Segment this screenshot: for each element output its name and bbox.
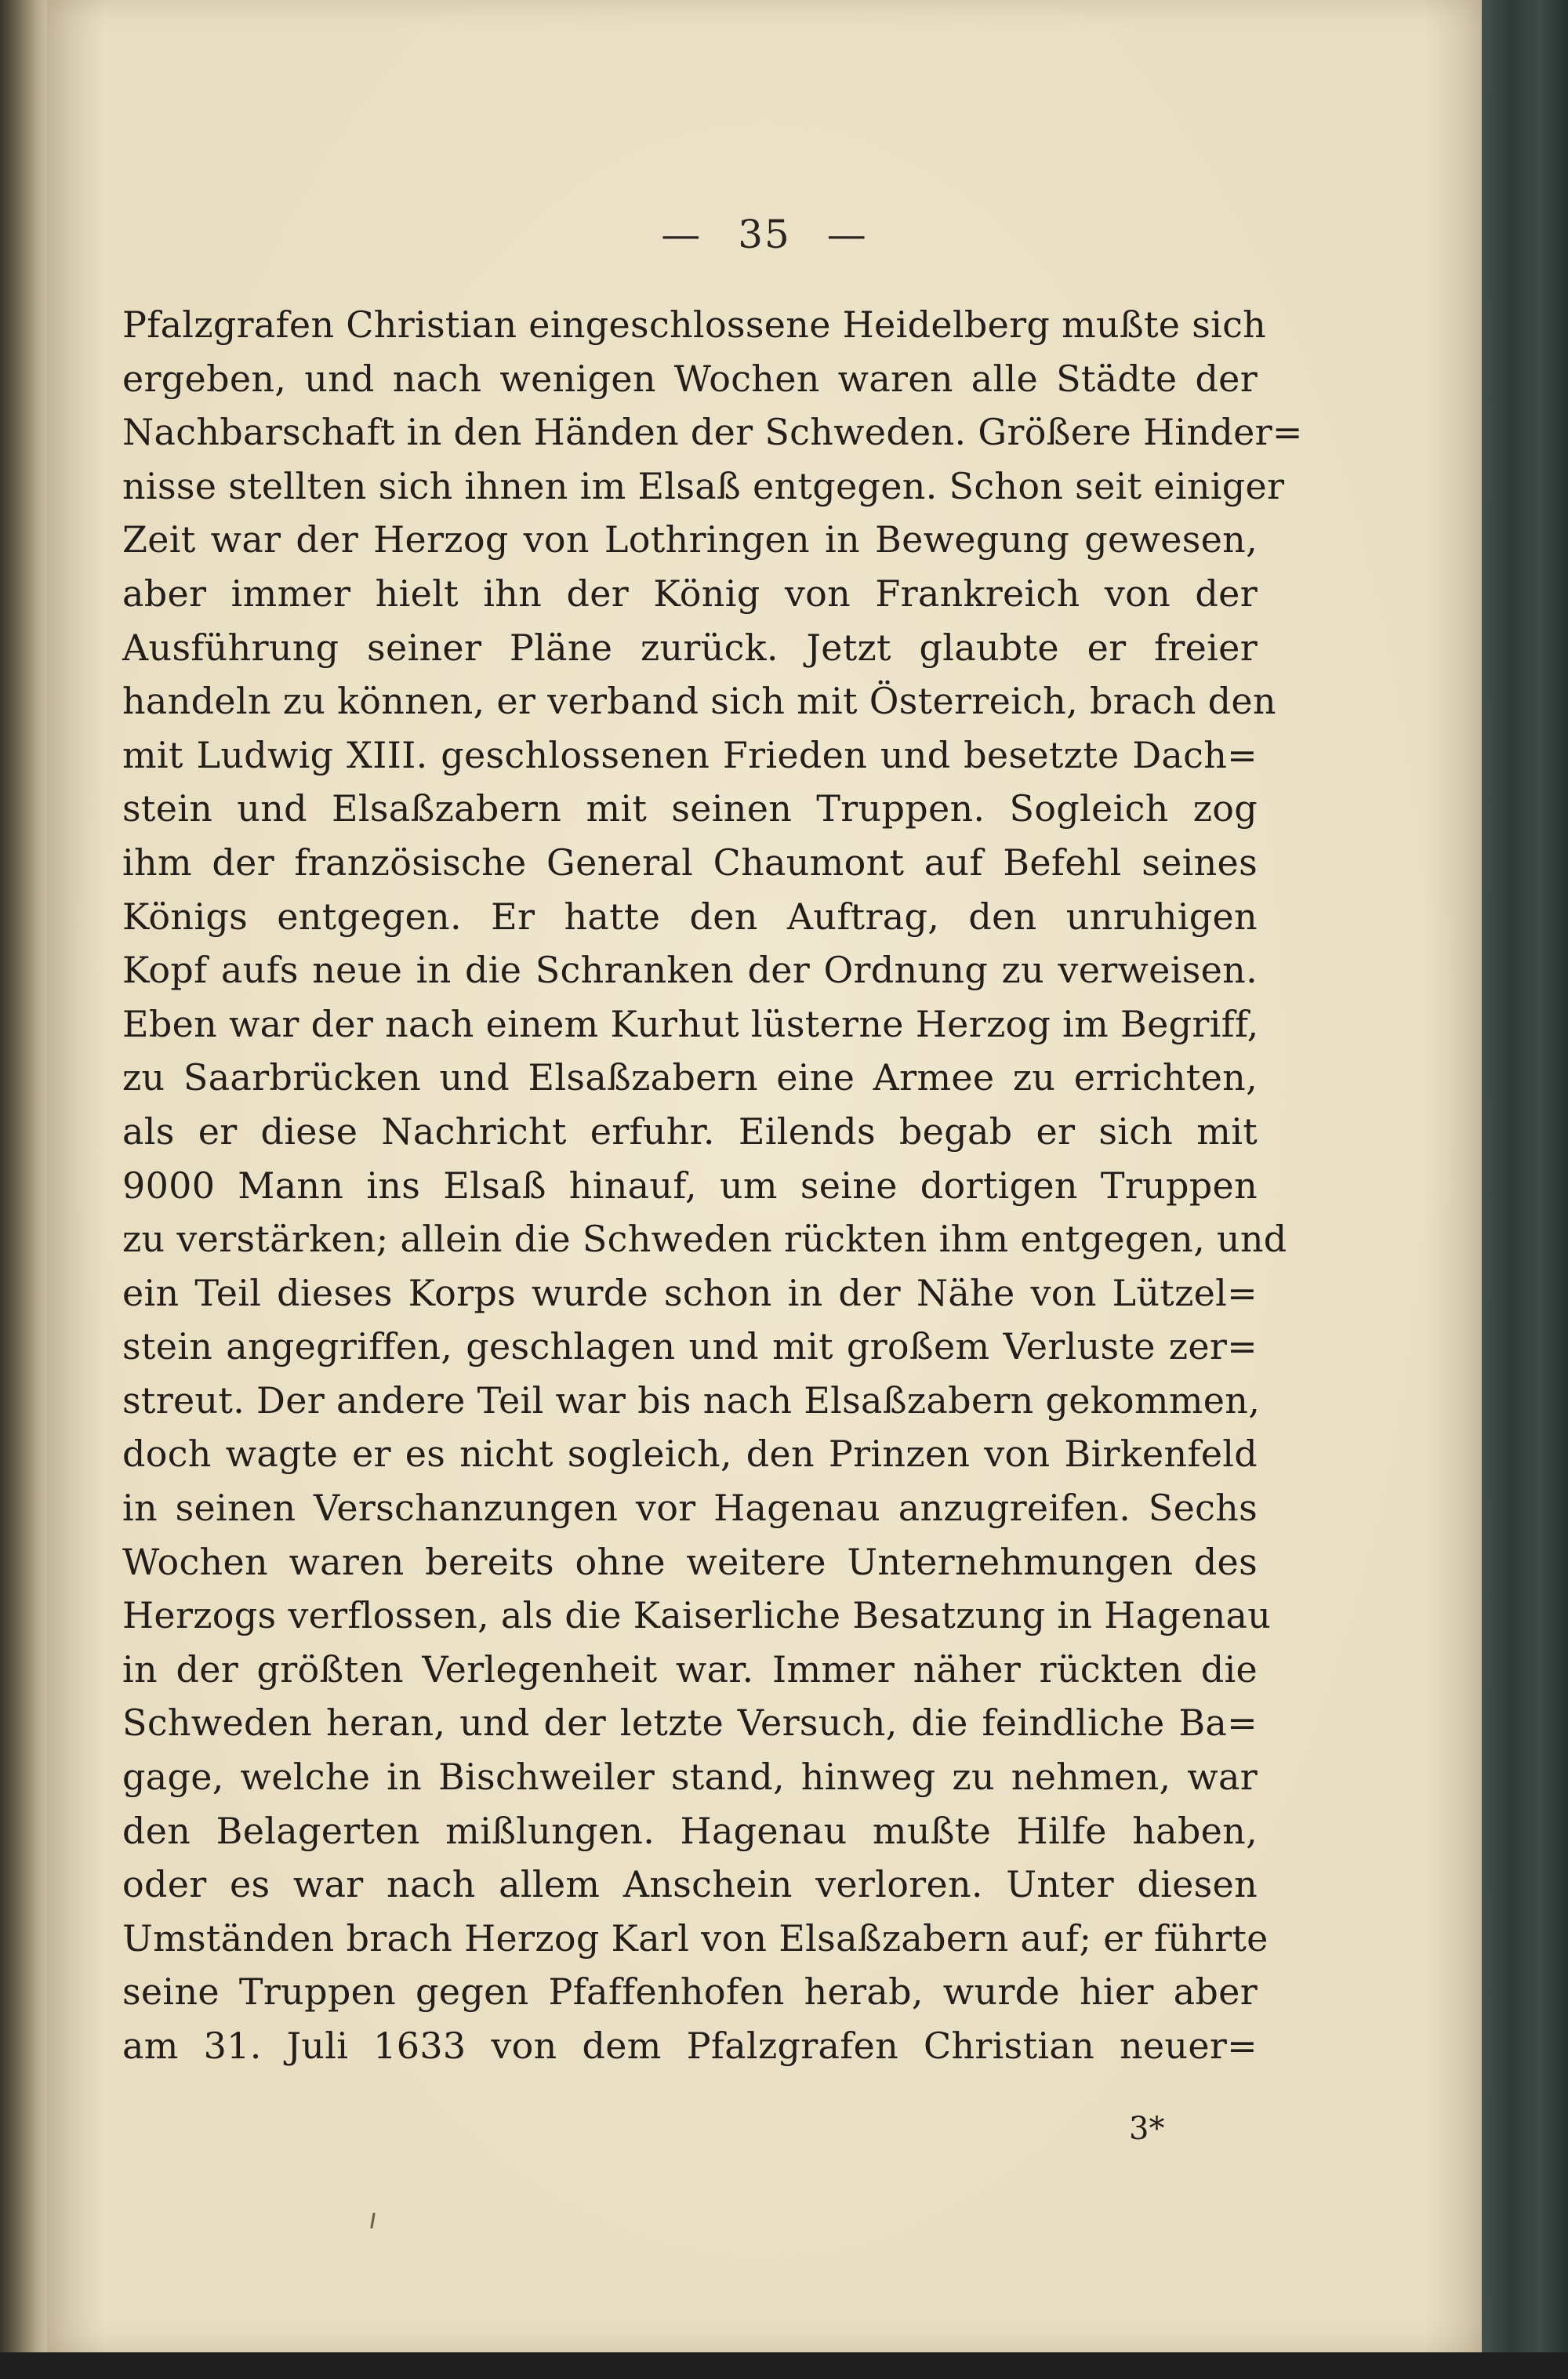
- text-line: seine Truppen gegen Pfaffenhofen herab, wurde hier aber: [122, 1970, 1258, 2014]
- page-number: 35: [738, 212, 791, 257]
- text-line: aber immer hielt ihn der König von Frankreich von der: [122, 572, 1258, 615]
- text-line: Nachbarschaft in den Händen der Schweden. Größere Hinder=: [122, 411, 1303, 454]
- text-line: Zeit war der Herzog von Lothringen in Bewegung gewesen,: [122, 518, 1258, 561]
- text-line: den Belagerten mißlungen. Hagenau mußte Hilfe haben,: [122, 1809, 1258, 1852]
- text-line: ihm der französische General Chaumont auf Befehl seines: [122, 841, 1258, 884]
- text-line: doch wagte er es nicht sogleich, den Prinzen von Birkenfeld: [122, 1433, 1258, 1476]
- text-line: Königs entgegen. Er hatte den Auftrag, den unruhigen: [122, 895, 1258, 938]
- header-dash-right: —: [826, 212, 868, 257]
- body-text: [122, 298, 1303, 2073]
- text-line: Pfalzgrafen Christian eingeschlossene Heidelberg mußte sich: [122, 303, 1267, 346]
- text-line: als er diese Nachricht erfuhr. Eilends begab er sich mit: [122, 1110, 1258, 1153]
- paper-speck: [370, 2213, 375, 2228]
- scan-bottom-edge: [0, 2352, 1568, 2379]
- text-line: handeln zu können, er verband sich mit Österreich, brach den: [122, 680, 1276, 723]
- text-line: 9000 Mann ins Elsaß hinauf, um seine dortigen Truppen: [122, 1164, 1258, 1207]
- text-line: oder es war nach allem Anschein verloren. Unter diesen: [122, 1863, 1258, 1906]
- text-line: Wochen waren bereits ohne weitere Unternehmungen des: [122, 1540, 1258, 1583]
- text-line: gage, welche in Bischweiler stand, hinweg zu nehmen, war: [122, 1756, 1258, 1799]
- text-line: Schweden heran, und der letzte Versuch, die feindliche Ba=: [122, 1702, 1258, 1745]
- book-cover-edge: [1474, 0, 1568, 2379]
- text-line: streut. Der andere Teil war bis nach Elsaßzabern gekommen,: [122, 1378, 1261, 1422]
- text-line: Kopf aufs neue in die Schranken der Ordnung zu verweisen.: [122, 949, 1258, 992]
- header-dash-left: —: [661, 212, 702, 257]
- text-line: stein und Elsaßzabern mit seinen Truppen. Sogleich zog: [122, 787, 1258, 830]
- text-line: zu verstärken; allein die Schweden rückten ihm entgegen, und: [122, 1218, 1287, 1261]
- text-line: zu Saarbrücken und Elsaßzabern eine Armee zu errichten,: [122, 1056, 1258, 1099]
- signature-mark: 3*: [1129, 2111, 1165, 2147]
- text-line: ergeben, und nach wenigen Wochen waren alle Städte der: [122, 357, 1258, 400]
- text-line: in seinen Verschanzungen vor Hagenau anzugreifen. Sechs: [122, 1487, 1258, 1530]
- text-line: nisse stellten sich ihnen im Elsaß entgegen. Schon seit einiger: [122, 464, 1285, 507]
- text-line: ein Teil dieses Korps wurde schon in der Nähe von Lützel=: [122, 1271, 1258, 1314]
- page-number-header: [47, 212, 1482, 257]
- text-line: Ausführung seiner Pläne zurück. Jetzt glaubte er freier: [122, 626, 1258, 669]
- text-line: Eben war der nach einem Kurhut lüsterne Herzog im Begriff,: [122, 1002, 1259, 1045]
- text-line: stein angegriffen, geschlagen und mit großem Verluste zer=: [122, 1325, 1258, 1368]
- text-line: Umständen brach Herzog Karl von Elsaßzabern auf; er führte: [122, 1916, 1269, 1959]
- text-line: Herzogs verflossen, als die Kaiserliche Besatzung in Hagenau: [122, 1594, 1272, 1637]
- text-line: in der größten Verlegenheit war. Immer näher rückten die: [122, 1647, 1258, 1691]
- book-page: [47, 0, 1482, 2352]
- text-line: mit Ludwig XIII. geschlossenen Frieden und besetzte Dach=: [122, 733, 1258, 776]
- text-line: am 31. Juli 1633 von dem Pfalzgrafen Christian neuer=: [122, 2025, 1258, 2067]
